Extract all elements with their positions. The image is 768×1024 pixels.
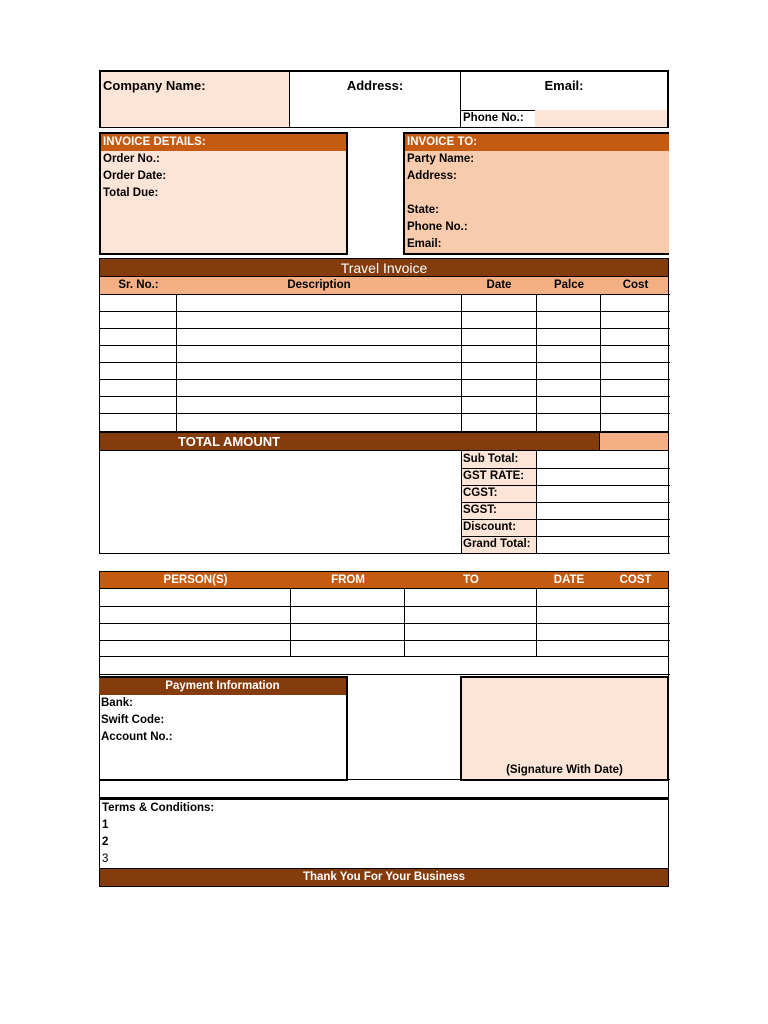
col-to: TO bbox=[463, 574, 479, 586]
col-cost: Cost bbox=[622, 279, 649, 291]
main-table-body[interactable] bbox=[99, 294, 669, 432]
address-cell[interactable] bbox=[290, 70, 461, 128]
party-name-label[interactable]: Party Name: bbox=[407, 153, 475, 165]
header-address-label: Address: bbox=[346, 78, 404, 93]
persons-table-header bbox=[99, 571, 669, 589]
invoice-to-box bbox=[403, 132, 669, 255]
account-no-label[interactable]: Account No.: bbox=[101, 731, 173, 743]
terms-title: Terms & Conditions: bbox=[102, 802, 215, 814]
payment-info-title: Payment Information bbox=[99, 678, 346, 695]
total-amount-bar bbox=[99, 432, 600, 451]
col-from: FROM bbox=[331, 574, 365, 586]
discount-label: Discount: bbox=[463, 521, 517, 533]
footer-bar bbox=[99, 868, 669, 887]
header-email-label: Email: bbox=[544, 78, 584, 93]
invoice-to-title: INVOICE TO: bbox=[405, 134, 669, 151]
signature-label: (Signature With Date) bbox=[506, 764, 623, 776]
invoice-sheet bbox=[99, 70, 669, 888]
phone-label-cell bbox=[460, 110, 536, 128]
swift-code-label[interactable]: Swift Code: bbox=[101, 714, 165, 726]
sub-total-label: Sub Total: bbox=[463, 453, 519, 465]
party-phone-label[interactable]: Phone No.: bbox=[407, 221, 468, 233]
terms-item-2: 2 bbox=[102, 836, 109, 848]
payment-info-box bbox=[99, 676, 348, 781]
invoice-details-title: INVOICE DETAILS: bbox=[101, 134, 346, 151]
summary-area bbox=[99, 451, 669, 554]
party-email-label[interactable]: Email: bbox=[407, 238, 442, 250]
travel-invoice-title-bar bbox=[99, 258, 669, 277]
company-name-cell[interactable] bbox=[99, 70, 290, 128]
phone-value-cell[interactable] bbox=[535, 110, 669, 128]
col-place: Palce bbox=[553, 279, 585, 291]
total-amount-label: TOTAL AMOUNT bbox=[178, 434, 281, 449]
party-state-label[interactable]: State: bbox=[407, 204, 439, 216]
terms-item-3: 3 bbox=[102, 853, 109, 865]
col-description: Description bbox=[287, 279, 351, 291]
header-phone-label: Phone No.: bbox=[463, 112, 524, 124]
col-date: Date bbox=[486, 279, 512, 291]
col-persons-cost: COST bbox=[619, 574, 652, 586]
col-persons: PERSON(S) bbox=[163, 574, 228, 586]
terms-box bbox=[99, 798, 669, 869]
terms-item-1: 1 bbox=[102, 819, 109, 831]
grand-total-label: Grand Total: bbox=[463, 538, 531, 550]
signature-box[interactable] bbox=[460, 676, 669, 781]
company-name-label: Company Name: bbox=[103, 78, 206, 93]
col-persons-date: DATE bbox=[553, 574, 585, 586]
order-date-label[interactable]: Order Date: bbox=[103, 170, 167, 182]
persons-table-body[interactable] bbox=[99, 589, 669, 657]
party-address-label[interactable]: Address: bbox=[407, 170, 457, 182]
order-no-label[interactable]: Order No.: bbox=[103, 153, 160, 165]
total-due-label[interactable]: Total Due: bbox=[103, 187, 159, 199]
invoice-details-box bbox=[99, 132, 348, 255]
gst-rate-label: GST RATE: bbox=[463, 470, 525, 482]
sgst-label: SGST: bbox=[463, 504, 497, 516]
footer-text: Thank You For Your Business bbox=[302, 871, 466, 883]
email-cell[interactable] bbox=[460, 70, 669, 111]
travel-invoice-title: Travel Invoice bbox=[340, 260, 428, 276]
main-table-header bbox=[99, 277, 669, 294]
bank-label[interactable]: Bank: bbox=[101, 697, 133, 709]
cgst-label: CGST: bbox=[463, 487, 498, 499]
col-sr-no: Sr. No.: bbox=[118, 279, 159, 291]
total-amount-value[interactable] bbox=[599, 432, 669, 451]
